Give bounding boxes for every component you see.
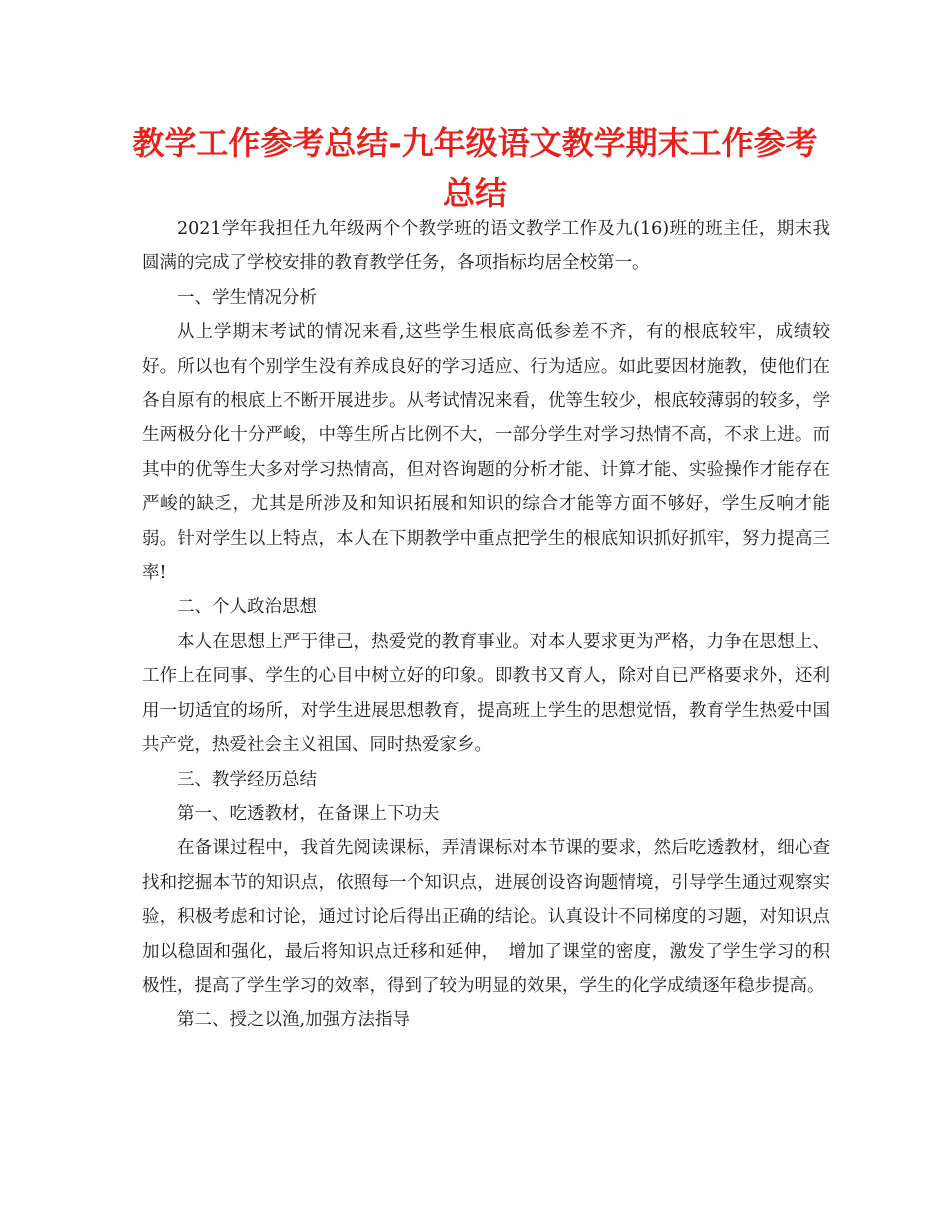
lesson-preparation-paragraph: 在备课过程中，我首先阅读课标，弄清课标对本节课的要求，然后吃透教材，细心查找和挖掘本节的知识点，依照每一个知识点，进展创设咨询题情境，引导学生通过观察实验，积极考虑和讨论，通过讨论后得出正确的结论。认真设计不同梯度的习题，对知识点加以稳固和强化，最后将知识点迁移和延伸， 增加了课堂的密度，激发了学生学习的积极性，提高了学生学习的效率，得到了较为明显的效果，学生的化学成绩逐年稳步提高。 <box>142 838 830 996</box>
political-thought-paragraph: 本人在思想上严于律己，热爱党的教育事业。对本人要求更为严格，力争在思想上、工作上在同事、学生的心目中树立好的印象。即教书又育人，除对自已严格要求外，还利用一切适宜的场所，对学生进展思想教育，提高班上学生的思想觉悟，教育学生热爱中国共产党，热爱社会主义祖国、同时热爱家乡。 <box>142 631 830 756</box>
document-body <box>142 212 830 1038</box>
section-heading-political-thought: 二、个人政治思想 <box>177 597 317 618</box>
section-heading-teaching-experience: 三、教学经历总结 <box>177 769 317 790</box>
subheading-method-guidance: 第二、授之以渔,加强方法指导 <box>177 1010 411 1031</box>
intro-paragraph: 2021学年我担任九年级两个个教学班的语文教学工作及九(16)班的班主任，期末我圆满的完成了学校安排的教育教学任务，各项指标均居全校第一。 <box>142 219 830 274</box>
section-heading-student-analysis: 一、学生情况分析 <box>177 287 317 308</box>
subheading-lesson-preparation: 第一、吃透教材，在备课上下功夫 <box>177 803 440 824</box>
document-title: 教学工作参考总结-九年级语文教学期末工作参考总结 <box>132 124 818 212</box>
student-analysis-paragraph: 从上学期末考试的情况来看,这些学生根底高低参差不齐，有的根底较牢，成绩较好。所以也有个别学生没有养成良好的学习适应、行为适应。如此要因材施教，使他们在各自原有的根底上不断开展进步。从考试情况来看，优等生较少，根底较薄弱的较多，学生两极分化十分严峻，中等生所占比例不大，一部分学生对学习热情不高，不求上进。而其中的优等生大多对学习热情高，但对咨询题的分析才能、计算才能、实验操作才能存在严峻的缺乏，尤其是所涉及和知识拓展和知识的综合才能等方面不够好，学生反响才能弱。针对学生以上特点，本人在下期教学中重点把学生的根底知识抓好抓牢，努力提高三率! <box>142 322 830 584</box>
